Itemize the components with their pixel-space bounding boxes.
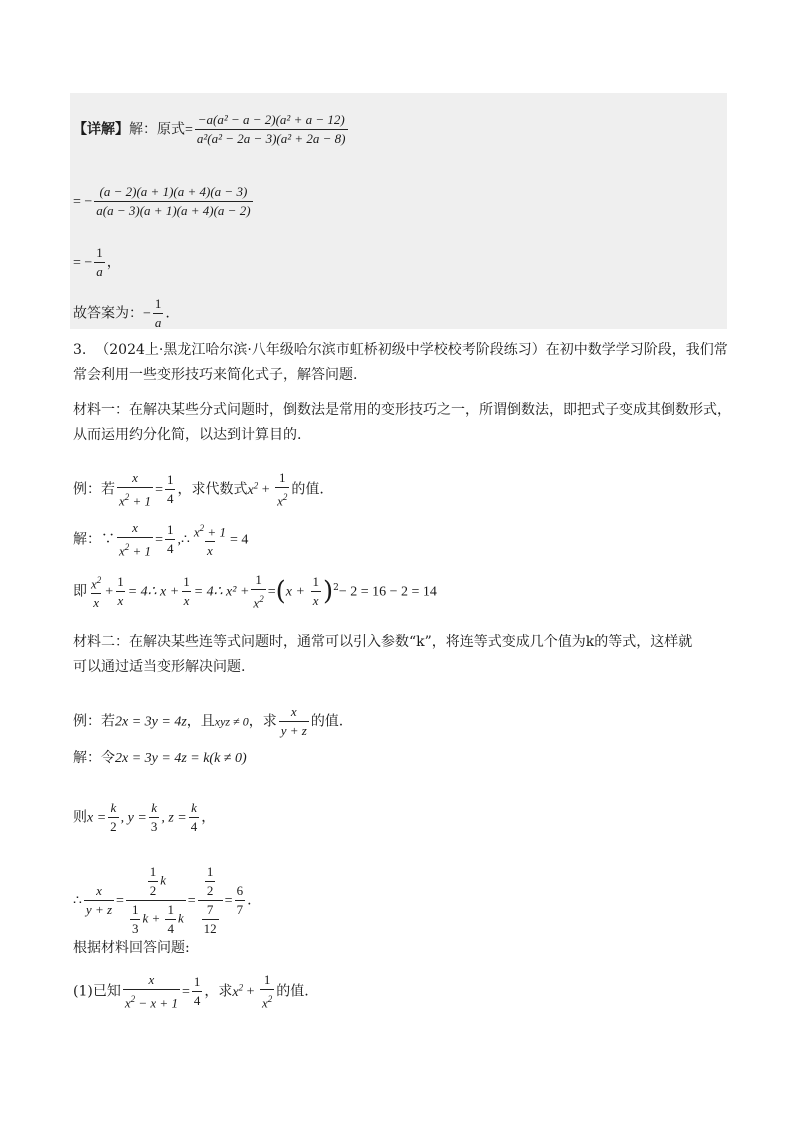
step1-fraction — [195, 112, 348, 147]
solution-1: 解：∵ $\frac{x}{x^2 + 1}$ = $\frac{1}{4}$ ,∴ $\frac{x^2 + 1}{x}$ = 4 — [73, 520, 249, 559]
final-eq: = — [224, 893, 233, 909]
step3-fraction — [94, 245, 105, 280]
example-2-and: ，且 — [186, 713, 215, 730]
ji-seq-5: − 2 = 16 − 2 = 14 — [338, 584, 437, 600]
step2-fraction — [94, 184, 252, 219]
material-1-line-2: 从而运用约分化简，以达到计算目的. — [73, 427, 302, 443]
then-y: , y = — [120, 810, 147, 826]
example-2: 例：若2x = 3y = 4z，且xyz ≠ 0，求 $\frac{x}{y + z}$ 的值. — [73, 704, 344, 738]
ji-seq-3: = 4∴ x² + — [193, 584, 250, 600]
example-2-prefix: 例：若 — [73, 713, 115, 730]
result-denominator: 7 — [236, 902, 244, 917]
answer-intro: 解：原式 — [129, 121, 185, 138]
step3-suffix: ， — [106, 254, 121, 271]
material-2-line-1: 材料二：在解决某些连等式问题时，通常可以引入参数“k”，将连等式变成几个值为k的等式，这样就 — [73, 634, 693, 650]
solution-1-mid: ,∴ — [177, 532, 190, 548]
solution-1-end: = 4 — [229, 532, 249, 548]
answer-prompt — [73, 938, 190, 958]
final-denominator: a — [154, 315, 162, 330]
then-end: ， — [201, 809, 216, 826]
ji-label: 即 — [73, 583, 87, 600]
ji-seq-2: = 4∴ x + — [127, 584, 180, 600]
final-answer-text: 故答案为： — [73, 305, 143, 322]
step2-prefix: = − — [73, 194, 93, 210]
step3-denominator: a — [96, 264, 103, 279]
solution-2-prefix: 解：令 — [73, 750, 115, 766]
example-2-ask: ，求 — [248, 713, 277, 730]
solution-1-prefix: 解：∵ — [73, 531, 115, 548]
answer-final — [73, 296, 170, 331]
final-fraction — [153, 296, 164, 331]
result-numerator: 6 — [236, 883, 244, 898]
then-x: x = — [87, 810, 107, 826]
example-2-condition: xyz ≠ 0 — [214, 714, 249, 729]
answer-step-3 — [73, 245, 121, 280]
final-numerator: 1 — [154, 296, 162, 311]
step3-prefix: = − — [73, 255, 93, 271]
example-1-suffix: 的值. — [291, 481, 324, 498]
solution-2 — [73, 748, 247, 769]
ji-seq-4: = — [267, 584, 276, 600]
final-suffix: . — [165, 305, 170, 322]
example-1-middle: ，求代数式 — [177, 481, 248, 498]
answer-step-1: 【详解】解：原式= $\frac{\text{−a(a² − a − 2)(a² + a − 12)}}{\text{a²(a² − 2a − 3)(a² + 2a − 8)}}$ — [73, 112, 346, 146]
example-2-equation: 2x = 3y = 4z — [115, 714, 187, 730]
step2-numerator: (a − 2)(a + 1)(a + 4)(a − 3) — [99, 184, 248, 199]
material-1-line-1: 材料一：在解决某些分式问题时，倒数法是常用的变形技巧之一，所谓倒数法，即把式子变成其倒数形式， — [73, 402, 731, 418]
step1-denominator: a²(a² − 2a − 3)(a² + 2a − 8) — [196, 131, 346, 146]
final-prefix: − — [143, 306, 151, 322]
therefore-symbol: ∴ — [73, 893, 82, 909]
question-source-cont: 常会利用一些变形技巧来简化式子，解答问题. — [73, 367, 358, 383]
sub-question-1: (1)已知 $\frac{x}{x^2 - x + 1}$ = $\frac{1}{4}$ ，求$x^2$ + $\frac{1}{x^2}$ 的值. — [73, 972, 309, 1011]
answer-label: 【详解】 — [73, 121, 129, 138]
example-1-prefix: 例：若 — [73, 481, 115, 498]
answer-step-2 — [73, 184, 255, 219]
step1-numerator: −a(a² − a − 2)(a² + a − 12) — [197, 112, 345, 127]
step2-denominator: a(a − 3)(a + 1)(a + 4)(a − 2) — [96, 203, 251, 218]
question-3-header — [73, 338, 733, 388]
then-z: , z = — [161, 810, 187, 826]
prompt-text: 根据材料回答问题: — [73, 940, 190, 956]
material-2-line-2: 可以通过适当变形解决问题. — [73, 659, 246, 675]
solution-2-equation: 2x = 3y = 4z = k(k ≠ 0) — [115, 751, 247, 766]
ji-seq-1: + — [105, 584, 114, 600]
solution-1-derivation: 即 $\frac{x^2}{x}$ + $\frac{1}{x}$ = 4∴ x + $\frac{1}{x}$ = 4∴ x² + $\frac{1}{x^2}$ =(x + $\frac{1}{x}$ )$^2$− 2 = 16 − 2 = 14 — [73, 572, 437, 611]
question-source: （2024上·黑龙江哈尔滨·八年级哈尔滨市虹桥初级中学校校考阶段练习）在初中数学学习阶段，我们常 — [95, 342, 728, 358]
sub-question-1-ask: ，求 — [204, 983, 233, 1000]
solution-2-values: 则x = $\frac{k}{2}$ , y = $\frac{k}{3}$ , z = $\frac{k}{4}$ ， — [73, 800, 216, 834]
result-end: . — [247, 892, 252, 909]
sub-question-1-prefix: (1)已知 — [73, 983, 121, 1000]
step3-numerator: 1 — [96, 245, 103, 260]
then-prefix: 则 — [73, 809, 87, 826]
question-number: 3. — [73, 342, 87, 358]
solution-2-result: ∴ $\frac{x}{y + z}$ = $\frac{1}{2}$ k $\frac{1}{3}$ k + $\frac{1}{4}$ k = $\frac{\frac{1}{2}}{\frac{7}{12}}$ = $\frac{6}{7}$ . — [73, 864, 252, 936]
sub-question-1-suffix: 的值. — [276, 983, 309, 1000]
example-2-suffix: 的值. — [310, 713, 344, 730]
material-1 — [73, 398, 733, 448]
example-1: 例：若 $\frac{x}{x^2 + 1}$ = $\frac{1}{4}$ ，求代数式$x^2$ + $\frac{1}{x^2}$ 的值. — [73, 470, 324, 509]
sub-question-1-eq: = — [181, 984, 190, 1000]
material-2 — [73, 630, 733, 680]
